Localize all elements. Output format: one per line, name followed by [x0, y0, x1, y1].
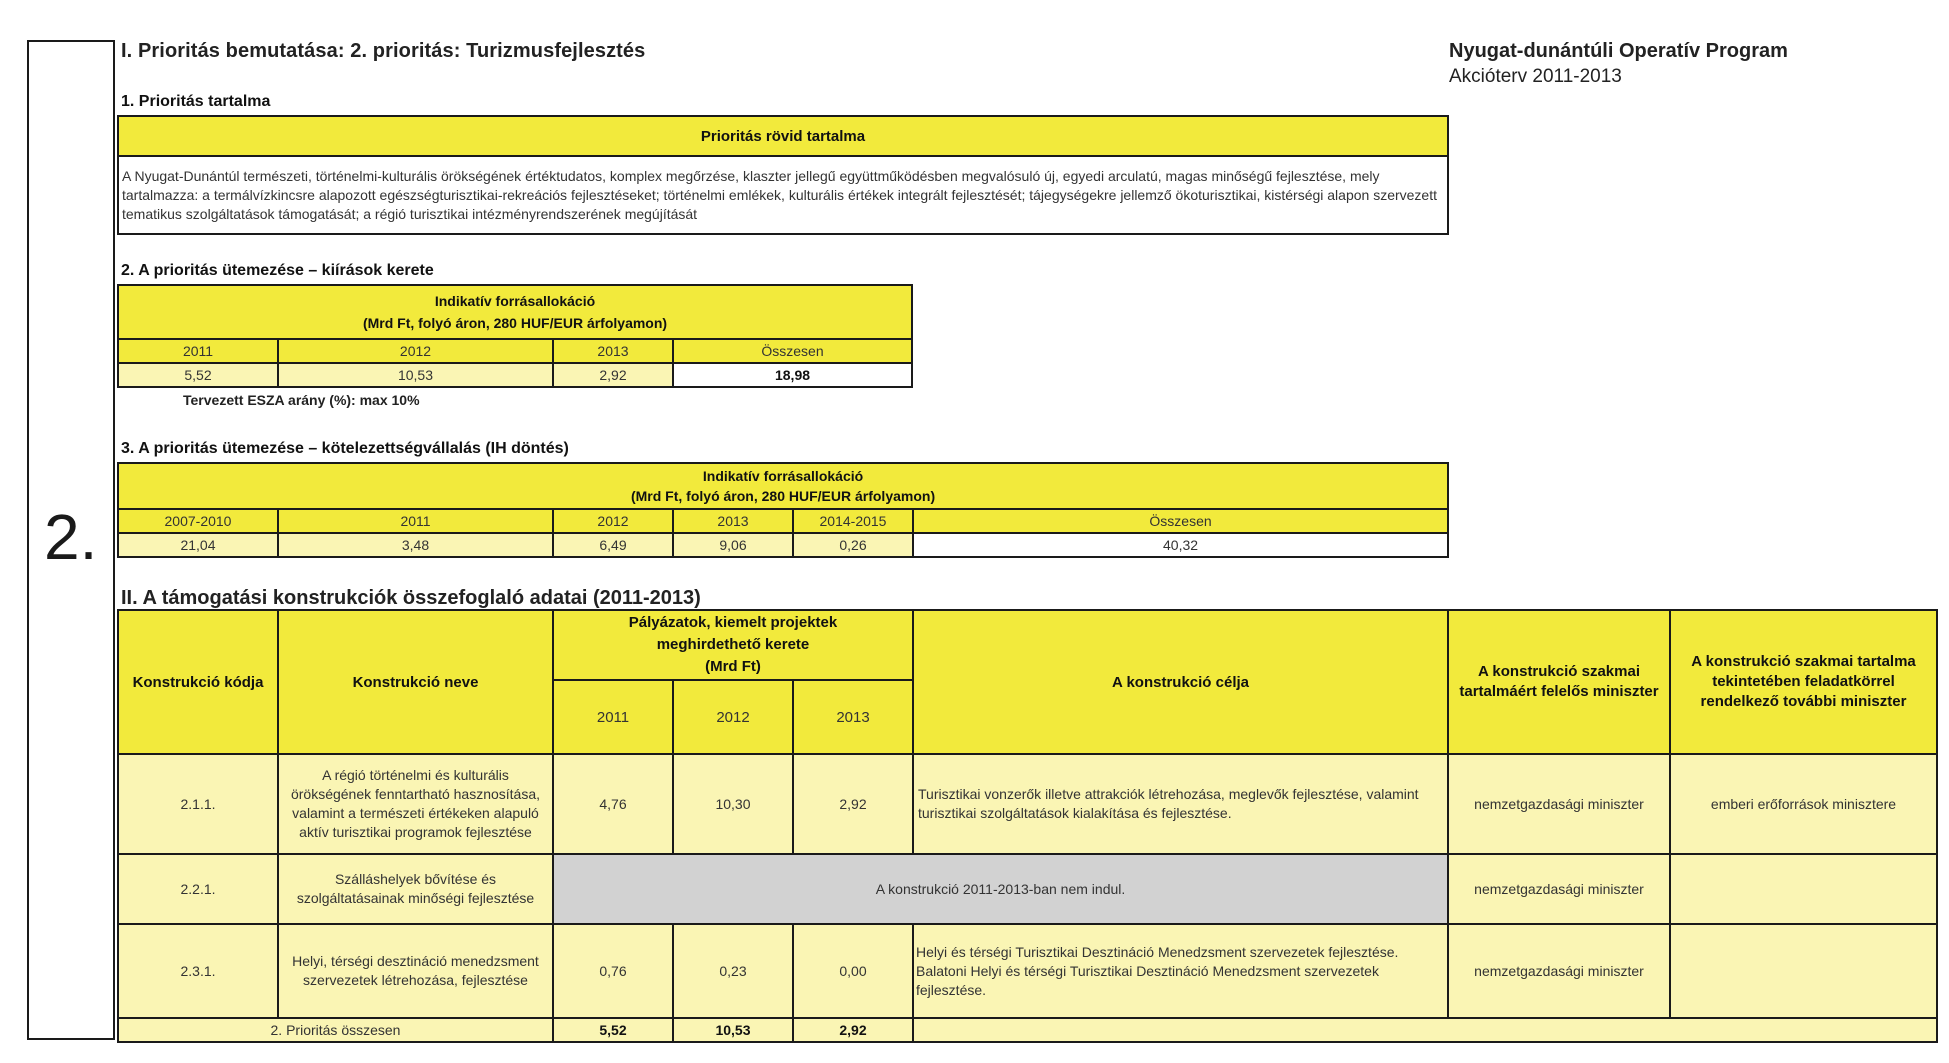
- commitment-header-line2: (Mrd Ft, folyó áron, 280 HUF/EUR árfolyamon): [630, 488, 936, 504]
- commitment-col-2014-2015: 2014-2015: [793, 509, 913, 533]
- row-other-minister: emberi erőforrások minisztere: [1670, 754, 1937, 854]
- commitment-allocation-header: [118, 463, 1448, 509]
- section4-heading: II. A támogatási konstrukciók összefoglaló adatai (2011-2013): [121, 587, 701, 609]
- header-year-2012: 2012: [673, 680, 793, 754]
- row-minister: nemzetgazdasági miniszter: [1448, 754, 1670, 854]
- commitment-col-2011: 2011: [278, 509, 553, 533]
- row-value-2011: 4,76: [553, 754, 673, 854]
- row-other-minister: [1670, 924, 1937, 1018]
- priority-content-text: A Nyugat-Dunántúl természeti, történelmi-kulturális örökségének értéktudatos, komplex megőrzése, klaszter jellegű együttműködésben megvalósuló új, egyedi arculatú, magas minőségű fejlesztése, mely tartalmazza: a termálvízkincsre alapozott egészségturisztikai-rekreációs fejlesztéseket; történelmi emlékek, kulturális értékek integrált fejlesztését; tájegységekre jellemző ökoturisztikai, kistérségi alapon szervezett tematikus szolgáltatások támogatását; a régió turisztikai intézményrendszerének megújítását: [118, 156, 1448, 234]
- priority-content-header: Prioritás rövid tartalma: [118, 116, 1448, 156]
- calls-header-line1: Indikatív forrásallokáció: [434, 293, 596, 309]
- page-title: I. Prioritás bemutatása: 2. prioritás: Turizmusfejlesztés: [121, 40, 646, 62]
- row-code: 2.1.1.: [118, 754, 278, 854]
- commitment-col-total: Összesen: [913, 509, 1448, 533]
- row-name: Helyi, térségi desztináció menedzsment szervezetek létrehozása, fejlesztése: [278, 924, 553, 1018]
- row-goal: Turisztikai vonzerők illetve attrakciók létrehozása, meglevők fejlesztése, valamint turisztikai szolgáltatások kialakítása és fejlesztése.: [913, 754, 1448, 854]
- calls-allocation-header: [118, 285, 912, 339]
- row-value-2012: 0,23: [673, 924, 793, 1018]
- total-row: [118, 1018, 1937, 1042]
- row-name: A régió történelmi és kulturális örökségének fenntartható hasznosítása, valamint a természeti értékeken alapuló aktív turisztikai programok fejlesztése: [278, 754, 553, 854]
- commitment-col-2012: 2012: [553, 509, 673, 533]
- header-budget: [553, 610, 913, 680]
- row-goal: [913, 924, 1448, 1018]
- program-title: Nyugat-dunántúli Operatív Program: [1449, 40, 1788, 62]
- header-other-minister: A konstrukció szakmai tartalma tekintetében feladatkörrel rendelkező további miniszter: [1670, 610, 1937, 754]
- total-label: 2. Prioritás összesen: [118, 1018, 553, 1042]
- calls-header-line2: (Mrd Ft, folyó áron, 280 HUF/EUR árfolyamon): [362, 315, 668, 331]
- header-goal: A konstrukció célja: [913, 610, 1448, 754]
- total-value-2011: 5,52: [553, 1018, 673, 1042]
- calls-value-2012: 10,53: [278, 363, 553, 387]
- row-code: 2.2.1.: [118, 854, 278, 924]
- header-minister: A konstrukció szakmai tartalmáért felelős miniszter: [1448, 610, 1670, 754]
- table-row: [118, 854, 1937, 924]
- commitment-col-2013: 2013: [673, 509, 793, 533]
- header-budget-line3: (Mrd Ft): [705, 658, 761, 675]
- row-other-minister: [1670, 854, 1937, 924]
- table-row: [118, 924, 1937, 1018]
- commitment-allocation-table: [117, 462, 1449, 558]
- commitment-value-2011: 3,48: [278, 533, 553, 557]
- header-year-2013: 2013: [793, 680, 913, 754]
- section2-heading: 2. A prioritás ütemezése – kiírások kerete: [121, 262, 434, 279]
- header-year-2011: 2011: [553, 680, 673, 754]
- row-goal-line2: Balatoni Helyi és térségi Turisztikai Desztináció Menedzsment szervezetek fejlesztése.: [916, 962, 1379, 998]
- calls-col-2011: 2011: [118, 339, 278, 363]
- header-code: Konstrukció kódja: [118, 610, 278, 754]
- calls-value-total: 18,98: [673, 363, 912, 387]
- row-minister: nemzetgazdasági miniszter: [1448, 854, 1670, 924]
- header-budget-line1: Pályázatok, kiemelt projektek: [628, 614, 838, 631]
- total-empty-cell: [913, 1018, 1937, 1042]
- section1-heading: 1. Prioritás tartalma: [121, 93, 271, 110]
- commitment-col-2007-2010: 2007-2010: [118, 509, 278, 533]
- priority-content-table: [117, 115, 1449, 235]
- section3-heading: 3. A prioritás ütemezése – kötelezettségvállalás (IH döntés): [121, 440, 569, 457]
- calls-col-2012: 2012: [278, 339, 553, 363]
- esza-note: Tervezett ESZA arány (%): max 10%: [183, 392, 420, 408]
- commitment-value-2007-2010: 21,04: [118, 533, 278, 557]
- total-value-2012: 10,53: [673, 1018, 793, 1042]
- commitment-value-total: 40,32: [913, 533, 1448, 557]
- row-name: Szálláshelyek bővítése és szolgáltatásainak minőségi fejlesztése: [278, 854, 553, 924]
- row-value-2012: 10,30: [673, 754, 793, 854]
- commitment-value-2014-2015: 0,26: [793, 533, 913, 557]
- calls-col-2013: 2013: [553, 339, 673, 363]
- row-value-2013: 0,00: [793, 924, 913, 1018]
- row-value-2013: 2,92: [793, 754, 913, 854]
- row-minister: nemzetgazdasági miniszter: [1448, 924, 1670, 1018]
- calls-col-total: Összesen: [673, 339, 912, 363]
- header-name: Konstrukció neve: [278, 610, 553, 754]
- calls-value-2013: 2,92: [553, 363, 673, 387]
- table-row: [118, 754, 1937, 854]
- calls-value-2011: 5,52: [118, 363, 278, 387]
- total-value-2013: 2,92: [793, 1018, 913, 1042]
- commitment-value-2012: 6,49: [553, 533, 673, 557]
- row-not-launched-note: A konstrukció 2011-2013-ban nem indul.: [553, 854, 1448, 924]
- action-plan-label: Akcióterv 2011-2013: [1449, 66, 1622, 87]
- row-goal-line1: Helyi és térségi Turisztikai Desztináció Menedzsment szervezetek fejlesztése.: [916, 943, 1399, 960]
- row-code: 2.3.1.: [118, 924, 278, 1018]
- row-value-2011: 0,76: [553, 924, 673, 1018]
- header-budget-line2: meghirdethető kerete: [656, 636, 810, 653]
- priority-number: 2.: [44, 501, 98, 573]
- commitment-header-line1: Indikatív forrásallokáció: [702, 468, 864, 484]
- constructions-table: [117, 609, 1938, 1043]
- commitment-value-2013: 9,06: [673, 533, 793, 557]
- calls-allocation-table: [117, 284, 913, 388]
